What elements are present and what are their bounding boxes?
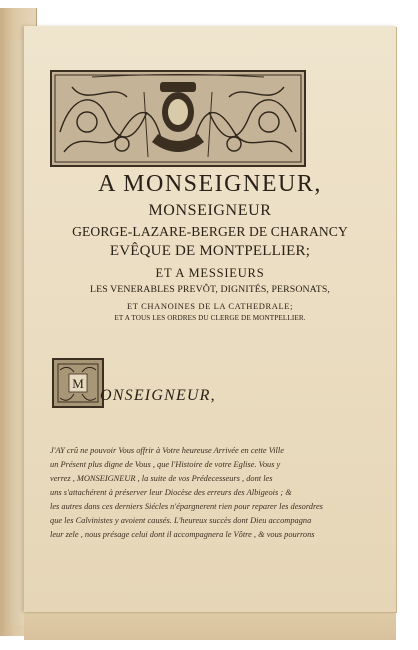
salutation: ONSEIGNEUR,: [100, 387, 216, 404]
dedication-line-1: A MONSEIGNEUR,: [98, 171, 322, 197]
body-line-7: leur zele , nous présage celui dont il accompagnera le Vôtre , & vous pourrons: [50, 530, 315, 539]
body-line-1: J'AY crû ne pouvoir Vous offrir à Votre heureuse Arrivée en cette Ville: [50, 446, 284, 455]
dedication-line-7: ET CHANOINES DE LA CATHEDRALE;: [126, 301, 294, 311]
body-line-2: un Présent plus digne de Vous , que l'Histoire de votre Eglise. Vous y: [50, 460, 281, 469]
decorated-initial-m: [52, 358, 104, 408]
initial-letter: M: [72, 376, 84, 391]
dedication-line-3: GEORGE-LAZARE-BERGER DE CHARANCY: [72, 224, 348, 239]
dedication-line-8: ET A TOUS LES ORDRES DU CLERGE DE MONTPELLIER.: [114, 314, 306, 322]
body-line-3: verrez , MONSEIGNEUR , la suite de vos Prédecesseurs , dont les: [50, 474, 273, 483]
body-line-4: uns s'attachérent à préserver leur Diocèse des erreurs des Albigeois ; &: [50, 488, 292, 497]
body-line-6: que les Calvinistes y avoient causés. L'heureux succès dont Dieu accompagna: [50, 516, 312, 525]
dedication-line-6: LES VENERABLES PREVÔT, DIGNITÉS, PERSONATS,: [90, 284, 330, 295]
headpiece-engraving: [50, 70, 306, 167]
body-line-5: les autres dans ces derniers Siécles n'épargnerent rien pour reparer les desordres: [50, 502, 323, 511]
dedication-line-5: ET A MESSIEURS: [155, 266, 265, 280]
dedication-line-2: MONSEIGNEUR: [148, 202, 272, 219]
dedication-line-4: EVÊQUE DE MONTPELLIER;: [109, 243, 311, 259]
